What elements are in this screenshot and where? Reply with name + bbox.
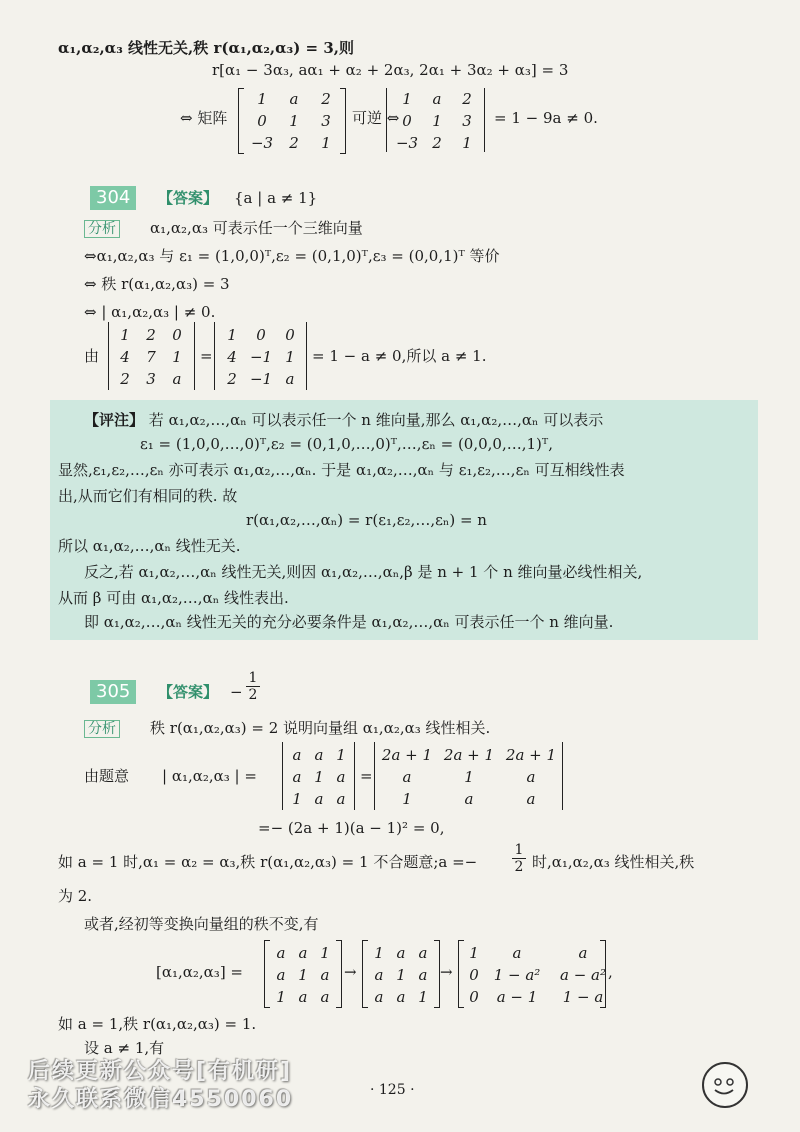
- note-line-7: 反之,若 α₁,α₂,…,αₙ 线性无关,则因 α₁,α₂,…,αₙ,β 是 n + 1 个 n 维向量必线性相关,: [84, 563, 643, 581]
- top-prefix: ⇔ 矩阵: [180, 109, 228, 127]
- m305-1-cell: 1: [320, 944, 330, 962]
- det-prefix-305: 由题意: [84, 767, 130, 785]
- det305b-cell: 2a + 1: [381, 746, 433, 764]
- m305-1-cell: 1: [298, 966, 308, 984]
- m305-3-cell: a − 1: [496, 988, 538, 1006]
- det304b-cell: 2: [227, 370, 237, 388]
- line-a-num: 1: [514, 842, 524, 858]
- det305a-cell: a: [314, 746, 324, 764]
- answer-sign-305: −: [230, 683, 243, 701]
- det305b-cell: a: [464, 790, 474, 808]
- analysis-305-line1: 秩 r(α₁,α₂,α₃) = 2 说明向量组 α₁,α₂,α₃ 线性相关.: [150, 719, 491, 737]
- matrix-top-cell: 0: [257, 112, 267, 130]
- det-bar-right: [484, 88, 485, 152]
- det304b-cell: 4: [227, 348, 237, 366]
- det304a-cell: 0: [172, 326, 182, 344]
- det304b-cell: a: [285, 370, 295, 388]
- note-line-5: r(α₁,α₂,…,αₙ) = r(ε₁,ε₂,…,εₙ) = n: [246, 511, 487, 529]
- m305-2-cell: 1: [418, 988, 428, 1006]
- m305-1-cell: a: [320, 988, 330, 1006]
- matrix-top-cell: 1: [289, 112, 299, 130]
- answer-fraction-305: [246, 670, 260, 703]
- determinant-top-cell: 1: [402, 90, 412, 108]
- note-line-6: 所以 α₁,α₂,…,αₙ 线性无关.: [58, 537, 241, 555]
- det304b-cell: 1: [227, 326, 237, 344]
- m305-2-cell: a: [418, 966, 428, 984]
- smile-icon: [702, 1062, 748, 1108]
- det304b-cell: −1: [249, 348, 273, 366]
- m305-3-cell: a − a²: [559, 966, 606, 984]
- m305-3-cell: a: [578, 944, 588, 962]
- line-a-fraction: [512, 842, 526, 875]
- det-bar-left: [386, 88, 387, 152]
- arrow-1: →: [344, 963, 357, 981]
- top-line-2: r[α₁ − 3α₃, aα₁ + α₂ + 2α₃, 2α₁ + 3α₂ + α₃] = 3: [212, 61, 569, 79]
- answer-label-305: 【答案】: [158, 683, 219, 701]
- det305b-cell: 1: [464, 768, 474, 786]
- m305-2-cell: a: [374, 988, 384, 1006]
- matrix-top-cell: 1: [257, 90, 267, 108]
- determinant-top-cell: 1: [462, 134, 472, 152]
- bracket-right: [340, 88, 346, 154]
- matrix-305-m2: [368, 942, 434, 1008]
- question-number-304: 304: [90, 186, 136, 210]
- determinant-top-cell: 2: [432, 134, 442, 152]
- analysis-304-line4: ⇔ | α₁,α₂,α₃ | ≠ 0.: [84, 303, 216, 321]
- det-lhs-305: | α₁,α₂,α₃ | =: [162, 767, 257, 785]
- top-line-1: α₁,α₂,α₃ 线性无关,秩 r(α₁,α₂,α₃) = 3,则: [58, 39, 355, 57]
- det305a-cell: 1: [336, 746, 346, 764]
- watermark-line-2: 永久联系微信4550060: [28, 1087, 294, 1112]
- determinant-top-cell: 1: [432, 112, 442, 130]
- m305-2-cell: a: [374, 966, 384, 984]
- m3-bracket-right: [600, 940, 606, 1008]
- determinant-top-cell: 0: [402, 112, 412, 130]
- m305-3-cell: 1 − a²: [493, 966, 541, 984]
- line-d-305: 如 a = 1,秩 r(α₁,α₂,α₃) = 1.: [58, 1015, 257, 1033]
- page-number: · 125 ·: [370, 1082, 415, 1098]
- determinant-305-b: [376, 744, 562, 810]
- page: α₁,α₂,α₃ 线性无关,秩 r(α₁,α₂,α₃) = 3,则 r[α₁ − 3α₃, aα₁ + α₂ + 2α₃, 2α₁ + 3α₂ + α₃] = 3 ⇔ 矩阵 1 a 2 0 1 3 −3 2 1 可逆 ⇔ 1 a 2 0 1 3 −3 2 1 = 1 − 9a ≠ 0. 304 【答案】 {a | a ≠ 1} 分析 α₁,α₂,α₃ 可表示任一个三维向量 ⇔α₁,α₂,α₃ 与 ε₁ = (1,0,0)ᵀ,ε₂ = (0,1,0)ᵀ,ε₃ = (0,0,1)ᵀ 等价 ⇔ 秩 r(α₁,α₂,α₃) = 3 ⇔ | α₁,α₂,α₃ | ≠ 0. 由 1 2 0 4 7 1 2 3 a = 1 0 0 4 −1 1 2 −1 a = 1 − a ≠ 0,所以 a ≠ 1. 【评注】 若 α₁,α₂,…,αₙ 可以表示任一个 n 维向量,那么 α₁,α₂,…,αₙ 可以表示 ε₁ = (1,0,0,…,0)ᵀ,ε₂ = (0,1,0,…,0)ᵀ,…,εₙ = (0,0,0,…,1)ᵀ, 显然,ε₁,ε₂,…,εₙ 亦可表示 α₁,α₂,…,αₙ. 于是 α₁,α₂,…,αₙ 与 ε₁,ε₂,…,εₙ 可互相线性表 出,从而它们有相同的秩. 故 r(α₁,α₂,…,αₙ) = r(ε₁,ε₂,…,εₙ) = n 所以 α₁,α₂,…,αₙ 线性无关. 反之,若 α₁,α₂,…,αₙ 线性无关,则因 α₁,α₂,…,αₙ,β 是 n + 1 个 n 维向量必线性相关, 从而 β 可由 α₁,α₂,…,αₙ 线性表出. 即 α₁,α₂,…,αₙ 线性无关的充分必要条件是 α₁,α₂,…,αₙ 可表示任一个 n 维向量. 305 【答案】 − $\frac{1}{2}$ 分析 秩 r(α₁,α₂,α₃) = 2 说明向量组 α₁,α₂,α₃ 线性相关. 由题意 | α₁,α₂,α₃ | = a a 1 a 1 a 1 a a = 2a + 1 2a + 1 2a + 1 a 1 a 1 a a =− (2a + 1)(a − 1)² = 0, 如 a = 1 时,α₁ = α₂ = α₃,秩 r(α₁,α₂,α₃) = 1 不合题意;a =− $\frac{1}{2}$ 时,α₁,α₂,α₃ 线性相关,秩 为 2. 或者,经初等变换向量组的秩不变,有 [α₁,α₂,α₃] = a a 1 a 1 a 1 a a → 1 a a a 1 a a a 1 → 1 a a 0 1 − a² a − a² 0 a − 1 1 − a , 如 a = 1,秩 r(α₁,α₂,α₃) = 1. 设 a ≠ 1,有 · 125 · 后续更新公众号[有机研] 永久联系微信4550060: [0, 0, 800, 1132]
- analysis-label-305: 分析: [84, 720, 120, 738]
- matrix-top-cell: −3: [250, 134, 274, 152]
- det304a-cell: 4: [120, 348, 130, 366]
- m305-1-cell: a: [320, 966, 330, 984]
- question-number-305: 305: [90, 680, 136, 704]
- line-a2-305: 时,α₁,α₂,α₃ 线性相关,秩: [532, 853, 695, 871]
- matrix-top-cell: 2: [289, 134, 299, 152]
- answer-304: {a | a ≠ 1}: [234, 189, 318, 207]
- m1-bracket-right: [336, 940, 342, 1008]
- m305-2-cell: 1: [396, 966, 406, 984]
- matrix-top-cell: 1: [321, 134, 331, 152]
- m305-2-cell: a: [418, 944, 428, 962]
- m305-3-cell: 1 − a: [562, 988, 604, 1006]
- matrix-top: [246, 88, 342, 154]
- matrix-top-cell: a: [289, 90, 299, 108]
- det304a-cell: a: [172, 370, 182, 388]
- det305b-bar-right: [562, 742, 563, 810]
- m305-1-cell: a: [276, 966, 286, 984]
- det304a-cell: 1: [120, 326, 130, 344]
- det304a-cell: 2: [146, 326, 156, 344]
- determinant-304-a: [112, 324, 190, 390]
- line-e-305: 设 a ≠ 1,有: [84, 1039, 165, 1057]
- note-line-2: ε₁ = (1,0,0,…,0)ᵀ,ε₂ = (0,1,0,…,0)ᵀ,…,εₙ = (0,0,0,…,1)ᵀ,: [140, 435, 553, 453]
- note-line-3: 显然,ε₁,ε₂,…,εₙ 亦可表示 α₁,α₂,…,αₙ. 于是 α₁,α₂,…,αₙ 与 ε₁,ε₂,…,εₙ 可互相线性表: [58, 461, 625, 479]
- det305b-cell: 2a + 1: [505, 746, 557, 764]
- analysis-304-line2: ⇔α₁,α₂,α₃ 与 ε₁ = (1,0,0)ᵀ,ε₂ = (0,1,0)ᵀ,ε₃ = (0,0,1)ᵀ 等价: [84, 247, 500, 265]
- det304a-cell: 7: [146, 348, 156, 366]
- determinant-305-a: [286, 744, 352, 810]
- det304b-cell: 0: [285, 326, 295, 344]
- eq-lhs-305: [α₁,α₂,α₃] =: [156, 963, 244, 981]
- answer-label-304: 【答案】: [158, 189, 219, 207]
- det-eq-305: =: [360, 767, 373, 785]
- det305a-cell: 1: [314, 768, 324, 786]
- det304b-cell: 0: [256, 326, 266, 344]
- determinant-top: [392, 88, 482, 154]
- line-a-305: 如 a = 1 时,α₁ = α₂ = α₃,秩 r(α₁,α₂,α₃) = 1 不合题意;a =−: [58, 853, 478, 871]
- det304a-cell: 1: [172, 348, 182, 366]
- det305b-cell: a: [526, 790, 536, 808]
- det305a-cell: a: [336, 768, 346, 786]
- m305-3-cell: 1: [469, 944, 479, 962]
- det305b-bar-left: [374, 742, 375, 810]
- determinant-top-cell: −3: [395, 134, 419, 152]
- m305-3-cell: a: [512, 944, 522, 962]
- analysis-row-304: [84, 218, 120, 239]
- determinant-top-cell: 3: [462, 112, 472, 130]
- det305b-cell: a: [402, 768, 412, 786]
- note-line-8: 从而 β 可由 α₁,α₂,…,αₙ 线性表出.: [58, 589, 289, 607]
- det304b-cell: −1: [249, 370, 273, 388]
- watermark-line-1: 后续更新公众号[有机研]: [28, 1059, 293, 1084]
- det1-bar-right: [194, 322, 195, 390]
- det1-bar-left: [108, 322, 109, 390]
- answer-den-305: 2: [246, 686, 260, 703]
- det305a-bar-left: [282, 742, 283, 810]
- bracket-left: [238, 88, 244, 154]
- m305-2-cell: 1: [374, 944, 384, 962]
- determinant-top-cell: 2: [462, 90, 472, 108]
- analysis-304-line1: α₁,α₂,α₃ 可表示任一个三维向量: [150, 219, 363, 237]
- analysis-304-line3: ⇔ 秩 r(α₁,α₂,α₃) = 3: [84, 275, 230, 293]
- det305a-cell: a: [336, 790, 346, 808]
- det305a-cell: a: [292, 746, 302, 764]
- det305b-cell: 1: [402, 790, 412, 808]
- analysis-row-305: [84, 718, 120, 739]
- det2-bar-left: [214, 322, 215, 390]
- top-suffix: = 1 − 9a ≠ 0.: [494, 109, 598, 127]
- det305a-cell: a: [314, 790, 324, 808]
- det-result-304: = 1 − a ≠ 0,所以 a ≠ 1.: [312, 347, 487, 365]
- det-result-305: =− (2a + 1)(a − 1)² = 0,: [258, 819, 445, 837]
- determinant-top-cell: a: [432, 90, 442, 108]
- det305a-bar-right: [354, 742, 355, 810]
- m305-3-cell: 0: [469, 966, 479, 984]
- det305b-cell: 2a + 1: [443, 746, 495, 764]
- matrix-top-cell: 3: [321, 112, 331, 130]
- det-eq-304: =: [200, 347, 213, 365]
- matrix-305-m3: [464, 942, 616, 1008]
- answer-num-305: 1: [248, 670, 258, 686]
- matrix-305-m1: [270, 942, 336, 1008]
- det304b-cell: 1: [285, 348, 295, 366]
- note-row-1: [84, 410, 603, 430]
- det305a-cell: a: [292, 768, 302, 786]
- m305-3-cell: 0: [469, 988, 479, 1006]
- det304a-cell: 2: [120, 370, 130, 388]
- det2-bar-right: [306, 322, 307, 390]
- m305-2-cell: a: [396, 988, 406, 1006]
- arrow-2: →: [440, 963, 453, 981]
- m305-1-cell: 1: [276, 988, 286, 1006]
- det305b-cell: a: [526, 768, 536, 786]
- line-b-305: 为 2.: [58, 887, 93, 905]
- matrix-top-cell: 2: [321, 90, 331, 108]
- det-prefix-304: 由: [84, 347, 100, 365]
- note-line-4: 出,从而它们有相同的秩. 故: [58, 487, 238, 505]
- line-c-305: 或者,经初等变换向量组的秩不变,有: [84, 915, 319, 933]
- note-label: 【评注】: [84, 411, 145, 429]
- note-line-9: 即 α₁,α₂,…,αₙ 线性无关的充分必要条件是 α₁,α₂,…,αₙ 可表示任一个 n 维向量.: [84, 613, 614, 631]
- det304a-cell: 3: [146, 370, 156, 388]
- m305-1-cell: a: [276, 944, 286, 962]
- determinant-304-b: [218, 324, 304, 390]
- m305-1-cell: a: [298, 944, 308, 962]
- line-a-den: 2: [512, 858, 526, 875]
- analysis-label-304: 分析: [84, 220, 120, 238]
- det305a-cell: 1: [292, 790, 302, 808]
- top-middle: 可逆 ⇔: [352, 109, 400, 127]
- note-line-1: 若 α₁,α₂,…,αₙ 可以表示任一个 n 维向量,那么 α₁,α₂,…,αₙ 可以表示: [148, 411, 604, 429]
- m305-2-cell: a: [396, 944, 406, 962]
- m305-1-cell: a: [298, 988, 308, 1006]
